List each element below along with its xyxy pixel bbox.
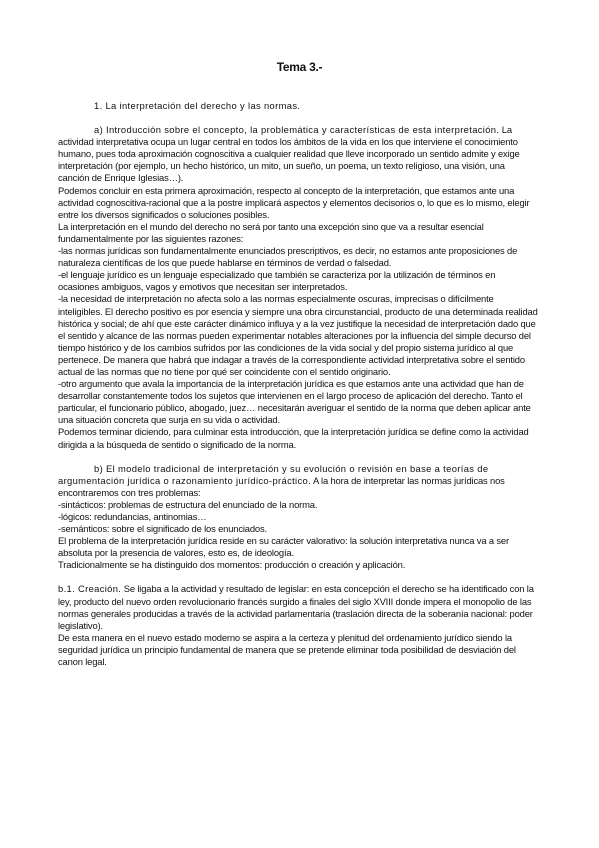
- list-item: -otro argumento que avala la importancia de la interpretación jurídica es que estamos ante una actividad que han de desarrollar constantemente todos los sujetos que intervienen en el largo proceso de aplicación del derecho. Tanto el particular, el funcionario público, abogado, juez… necesitarán averiguar el sentido de la norma que deben aplicar ante una situación concreta que surja en su vida o actividad.: [58, 378, 531, 426]
- paragraph: El problema de la interpretación jurídica reside en su carácter valorativo: la solución interpretativa nunca va a ser absoluta por la presencia de valores, esto es, de ideología.: [58, 535, 509, 559]
- paragraph: De esta manera en el nuevo estado moderno se aspira a la certeza y plenitud del ordenamiento jurídico siendo la seguridad jurídica un principio fundamental de manera que se pretende eliminar toda posibilidad de desviación del canon legal.: [58, 631, 516, 668]
- paragraph: A la hora de interpretar las normas jurídicas nos encontraremos con tres problemas:: [58, 474, 505, 498]
- subsection-a: [58, 124, 538, 184]
- page-title: Tema 3.-: [276, 60, 323, 74]
- spacer: [58, 571, 538, 583]
- paragraph: Se ligaba a la actividad y resultado de legislar: en esta concepción el derecho se ha identificado con la ley, producto del nuevo orden revolucionario francés surgido a finales del siglo XVIII donde impera el monopolio de las normas generales producidas a través de la actividad parlamentaria (traslación directa de la soberanía nacional: poder legislativo).: [58, 583, 534, 631]
- subsection-b1-heading: b.1. Creación.: [58, 583, 122, 595]
- paragraph: Podemos concluir en esta primera aproximación, respecto al concepto de la interpretación, que estamos ante una actividad cognoscitiva-racional que a la postre implicará aspectos y elementos decisorios o, lo que es lo mismo, elegir entre los diversos significados o soluciones posibles.: [58, 184, 530, 220]
- spacer: [58, 451, 538, 463]
- list-item: -la necesidad de interpretación no afecta solo a las normas especialmente oscuras, imprecisas o difícilmente inteligibles. El derecho positivo es por esencia y siempre una obra circunstancial, producto de una determinada realidad histórica y social; de ahí que este carácter dinámico influya y a la vez justifique la necesidad de interpretación dado que el sentido y alcance de las normas pueden experimentar notables alteraciones por la influencia del simple decurso del tiempo histórico y de los cambios sufridos por las condiciones de la vida social y del propio sistema jurídico al que pertenece. De manera que habrá que indagar a través de la correspondiente actividad interpretativa sobre el sentido actual de las normas que no tiene por qué ser coincidente con el sentido originario.: [58, 293, 538, 377]
- document-body: [58, 100, 538, 668]
- paragraph: Tradicionalmente se ha distinguido dos momentos: producción o creación y aplicación.: [58, 559, 406, 571]
- subsection-b1: [58, 583, 538, 631]
- list-item: -lógicos: redundancias, antinomias…: [58, 511, 207, 522]
- subsection-a-heading: a) Introducción sobre el concepto, la problemática y características de esta interpretación.: [94, 124, 500, 136]
- list-item: -las normas jurídicas son fundamentalmente enunciados prescriptivos, es decir, no estamos ante proposiciones de naturaleza científicas de los que puede hablarse en términos de verdad o falsedad.: [58, 245, 518, 269]
- paragraph: Podemos terminar diciendo, para culminar esta introducción, que la interpretación jurídica se define como la actividad dirigida a la búsqueda de sentido o significado de la norma.: [58, 426, 529, 450]
- list-item: -semánticos: sobre el significado de los enunciados.: [58, 523, 267, 535]
- list-item: -sintácticos: problemas de estructura del enunciado de la norma.: [58, 498, 318, 510]
- section-heading-1: 1. La interpretación del derecho y las normas.: [94, 100, 301, 111]
- paragraph: La interpretación en el mundo del derecho no será por tanto una excepción sino que va a resultar esencial fundamentalmente por las siguientes razones:: [58, 220, 484, 244]
- list-item: -el lenguaje jurídico es un lenguaje especializado que también se caracteriza por la utilización de términos en ocasiones ambiguos, vagos y emotivos que necesitan ser interpretados.: [58, 269, 496, 293]
- subsection-b-heading: b) El modelo tradicional de interpretación y su evolución o revisión en base a teorías de argumentación jurídica o razonamiento jurídico-práctico.: [58, 462, 489, 486]
- subsection-b: [58, 463, 538, 499]
- paragraph: La actividad interpretativa ocupa un lugar central en todos los ámbitos de la vida en los que interviene el conocimiento humano, pues toda aproximación cognoscitiva a cualquier realidad que lleve incorporado un sentido admite y exige interpretación (por ejemplo, un hecho histórico, un mito, un sueño, un poema, un texto religioso, una visión, una canción de Enrique Iglesias…).: [58, 124, 520, 184]
- spacer: [58, 112, 538, 124]
